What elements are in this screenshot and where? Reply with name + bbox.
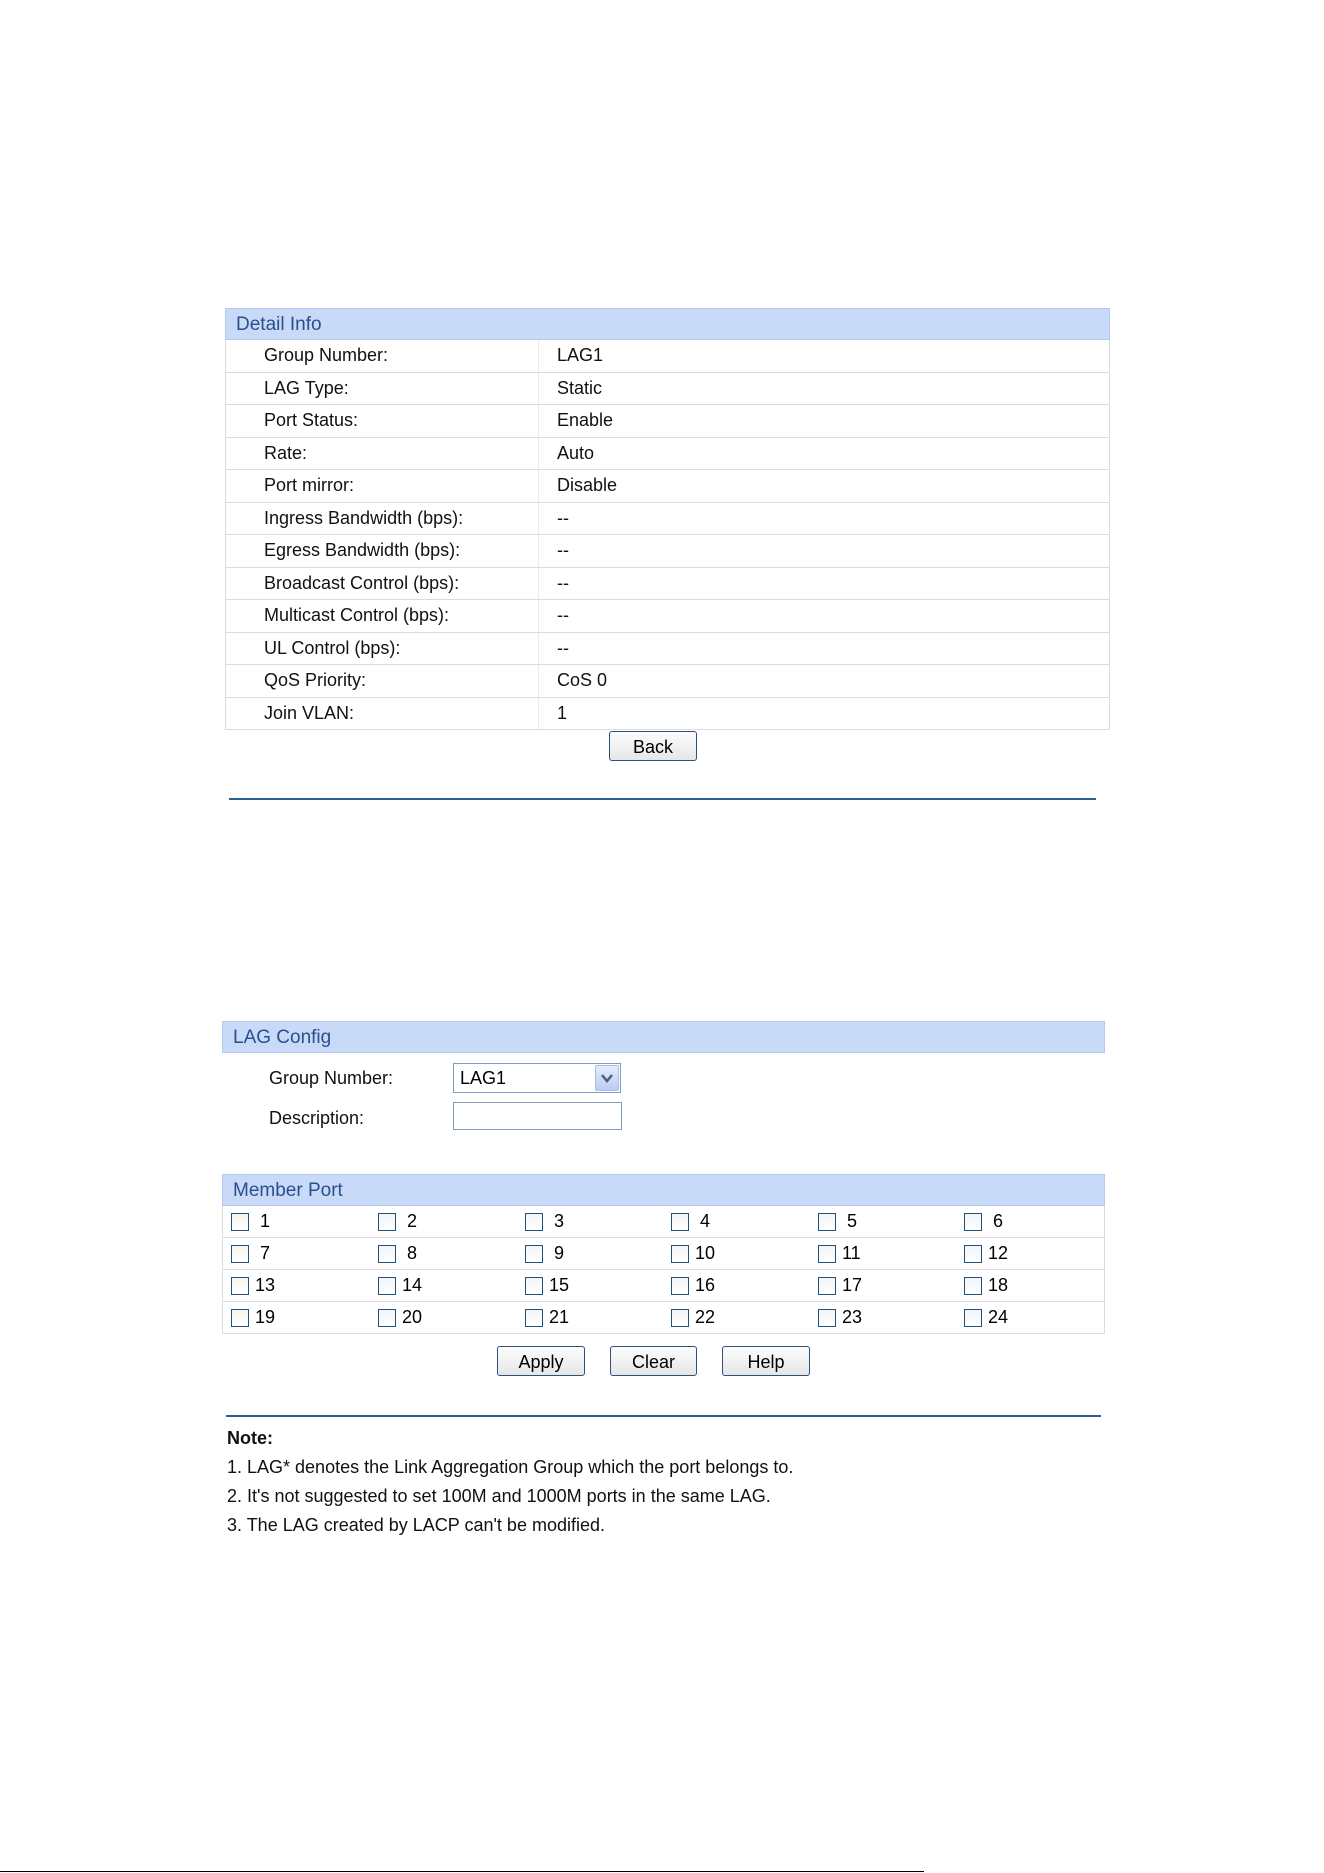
detail-info-table	[226, 340, 1109, 730]
port-checkbox[interactable]	[378, 1213, 396, 1231]
chevron-down-icon[interactable]	[595, 1065, 619, 1091]
row-label: Ingress Bandwidth (bps):	[226, 502, 539, 535]
note-title: Note:	[227, 1428, 273, 1448]
port-checkbox[interactable]	[818, 1213, 836, 1231]
group-number-label: Group Number:	[269, 1068, 394, 1088]
port-number: 19	[255, 1307, 276, 1327]
port-number: 12	[988, 1243, 1009, 1263]
port-item[interactable]	[671, 1206, 710, 1237]
table-row	[226, 697, 1109, 730]
port-checkbox[interactable]	[964, 1309, 982, 1327]
port-number: 3	[554, 1211, 565, 1231]
port-item[interactable]	[378, 1238, 417, 1269]
port-checkbox[interactable]	[525, 1277, 543, 1295]
port-checkbox[interactable]	[231, 1245, 249, 1263]
row-value: CoS 0	[539, 665, 1110, 698]
table-row	[226, 340, 1109, 372]
port-checkbox[interactable]	[818, 1245, 836, 1263]
port-item[interactable]	[231, 1270, 275, 1301]
divider	[229, 798, 1096, 800]
port-checkbox[interactable]	[525, 1213, 543, 1231]
lag-config-panel	[222, 1021, 1105, 1053]
group-number-select[interactable]	[453, 1063, 621, 1093]
port-number: 7	[260, 1243, 271, 1263]
row-label: UL Control (bps):	[226, 632, 539, 665]
port-item[interactable]	[378, 1270, 422, 1301]
port-checkbox[interactable]	[964, 1245, 982, 1263]
port-item[interactable]	[525, 1302, 569, 1333]
port-item[interactable]	[231, 1302, 275, 1333]
table-row	[226, 632, 1109, 665]
port-checkbox[interactable]	[231, 1309, 249, 1327]
row-label: Port Status:	[226, 405, 539, 438]
detail-info-panel	[225, 308, 1110, 730]
port-number: 14	[402, 1275, 423, 1295]
port-number: 2	[407, 1211, 418, 1231]
port-number: 17	[842, 1275, 863, 1295]
row-value: Enable	[539, 405, 1110, 438]
detail-info-header: Detail Info	[225, 308, 1110, 340]
member-port-header: Member Port	[222, 1174, 1105, 1206]
port-number: 20	[402, 1307, 423, 1327]
table-row	[226, 372, 1109, 405]
note-line: 3. The LAG created by LACP can't be modified.	[227, 1515, 605, 1535]
port-number: 24	[988, 1307, 1009, 1327]
page-footer-rule	[0, 1871, 924, 1872]
port-number: 21	[549, 1307, 570, 1327]
port-checkbox[interactable]	[378, 1277, 396, 1295]
row-label: Group Number:	[226, 340, 539, 372]
port-checkbox[interactable]	[818, 1277, 836, 1295]
port-checkbox[interactable]	[378, 1245, 396, 1263]
row-label: Broadcast Control (bps):	[226, 567, 539, 600]
port-number: 1	[260, 1211, 271, 1231]
port-item[interactable]	[671, 1302, 715, 1333]
row-value: --	[539, 502, 1110, 535]
table-row	[226, 665, 1109, 698]
member-port-panel	[222, 1174, 1105, 1206]
description-input[interactable]	[453, 1102, 622, 1130]
port-checkbox[interactable]	[671, 1309, 689, 1327]
port-item[interactable]	[818, 1270, 862, 1301]
row-label: LAG Type:	[226, 372, 539, 405]
row-value: LAG1	[539, 340, 1110, 372]
table-row	[226, 437, 1109, 470]
table-row	[226, 502, 1109, 535]
port-checkbox[interactable]	[525, 1245, 543, 1263]
port-item[interactable]	[525, 1238, 564, 1269]
apply-button[interactable]: Apply	[497, 1346, 585, 1376]
port-checkbox[interactable]	[231, 1213, 249, 1231]
divider	[226, 1415, 1101, 1417]
back-button[interactable]: Back	[609, 731, 697, 761]
clear-button[interactable]: Clear	[610, 1346, 697, 1376]
port-number: 4	[700, 1211, 711, 1231]
port-checkbox[interactable]	[231, 1277, 249, 1295]
table-row	[226, 470, 1109, 503]
help-button[interactable]: Help	[722, 1346, 810, 1376]
row-value: 1	[539, 697, 1110, 730]
port-item[interactable]	[231, 1238, 270, 1269]
port-item[interactable]	[964, 1238, 1008, 1269]
row-value: Static	[539, 372, 1110, 405]
port-number: 9	[554, 1243, 565, 1263]
port-item[interactable]	[964, 1206, 1003, 1237]
port-row	[223, 1302, 1104, 1334]
row-label: Join VLAN:	[226, 697, 539, 730]
member-port-grid	[222, 1206, 1105, 1334]
note-section	[227, 1424, 1107, 1540]
port-checkbox[interactable]	[378, 1309, 396, 1327]
port-checkbox[interactable]	[671, 1245, 689, 1263]
port-row	[223, 1238, 1104, 1270]
port-number: 8	[407, 1243, 418, 1263]
port-checkbox[interactable]	[964, 1213, 982, 1231]
row-label: Port mirror:	[226, 470, 539, 503]
port-number: 18	[988, 1275, 1009, 1295]
port-number: 5	[847, 1211, 858, 1231]
port-item[interactable]	[964, 1270, 1008, 1301]
port-item[interactable]	[231, 1206, 270, 1237]
row-label: QoS Priority:	[226, 665, 539, 698]
port-item[interactable]	[671, 1238, 715, 1269]
row-value: --	[539, 600, 1110, 633]
description-label: Description:	[269, 1108, 365, 1128]
lag-config-header: LAG Config	[222, 1021, 1105, 1053]
group-number-selected-value: LAG1	[460, 1068, 507, 1088]
port-checkbox[interactable]	[525, 1309, 543, 1327]
port-item[interactable]	[378, 1206, 417, 1237]
port-number: 11	[842, 1243, 861, 1263]
row-value: Auto	[539, 437, 1110, 470]
port-item[interactable]	[525, 1206, 564, 1237]
port-number: 16	[695, 1275, 716, 1295]
port-checkbox[interactable]	[818, 1309, 836, 1327]
port-item[interactable]	[671, 1270, 715, 1301]
port-row	[223, 1270, 1104, 1302]
port-item[interactable]	[525, 1270, 569, 1301]
table-row	[226, 535, 1109, 568]
port-checkbox[interactable]	[964, 1277, 982, 1295]
port-number: 13	[255, 1275, 276, 1295]
table-row	[226, 600, 1109, 633]
row-value: --	[539, 535, 1110, 568]
port-number: 23	[842, 1307, 863, 1327]
port-item[interactable]	[378, 1302, 422, 1333]
port-item[interactable]	[818, 1206, 857, 1237]
port-checkbox[interactable]	[671, 1277, 689, 1295]
row-label: Rate:	[226, 437, 539, 470]
port-number: 6	[993, 1211, 1004, 1231]
port-row	[223, 1206, 1104, 1238]
note-line: 1. LAG* denotes the Link Aggregation Group which the port belongs to.	[227, 1457, 794, 1477]
row-label: Egress Bandwidth (bps):	[226, 535, 539, 568]
row-value: --	[539, 567, 1110, 600]
port-item[interactable]	[818, 1238, 861, 1269]
table-row	[226, 567, 1109, 600]
note-line: 2. It's not suggested to set 100M and 1000M ports in the same LAG.	[227, 1486, 771, 1506]
row-value: Disable	[539, 470, 1110, 503]
port-item[interactable]	[818, 1302, 862, 1333]
table-row	[226, 405, 1109, 438]
port-checkbox[interactable]	[671, 1213, 689, 1231]
port-item[interactable]	[964, 1302, 1008, 1333]
row-value: --	[539, 632, 1110, 665]
port-number: 15	[549, 1275, 570, 1295]
port-number: 10	[695, 1243, 716, 1263]
detail-info-table-wrap	[225, 340, 1110, 730]
port-number: 22	[695, 1307, 716, 1327]
row-label: Multicast Control (bps):	[226, 600, 539, 633]
